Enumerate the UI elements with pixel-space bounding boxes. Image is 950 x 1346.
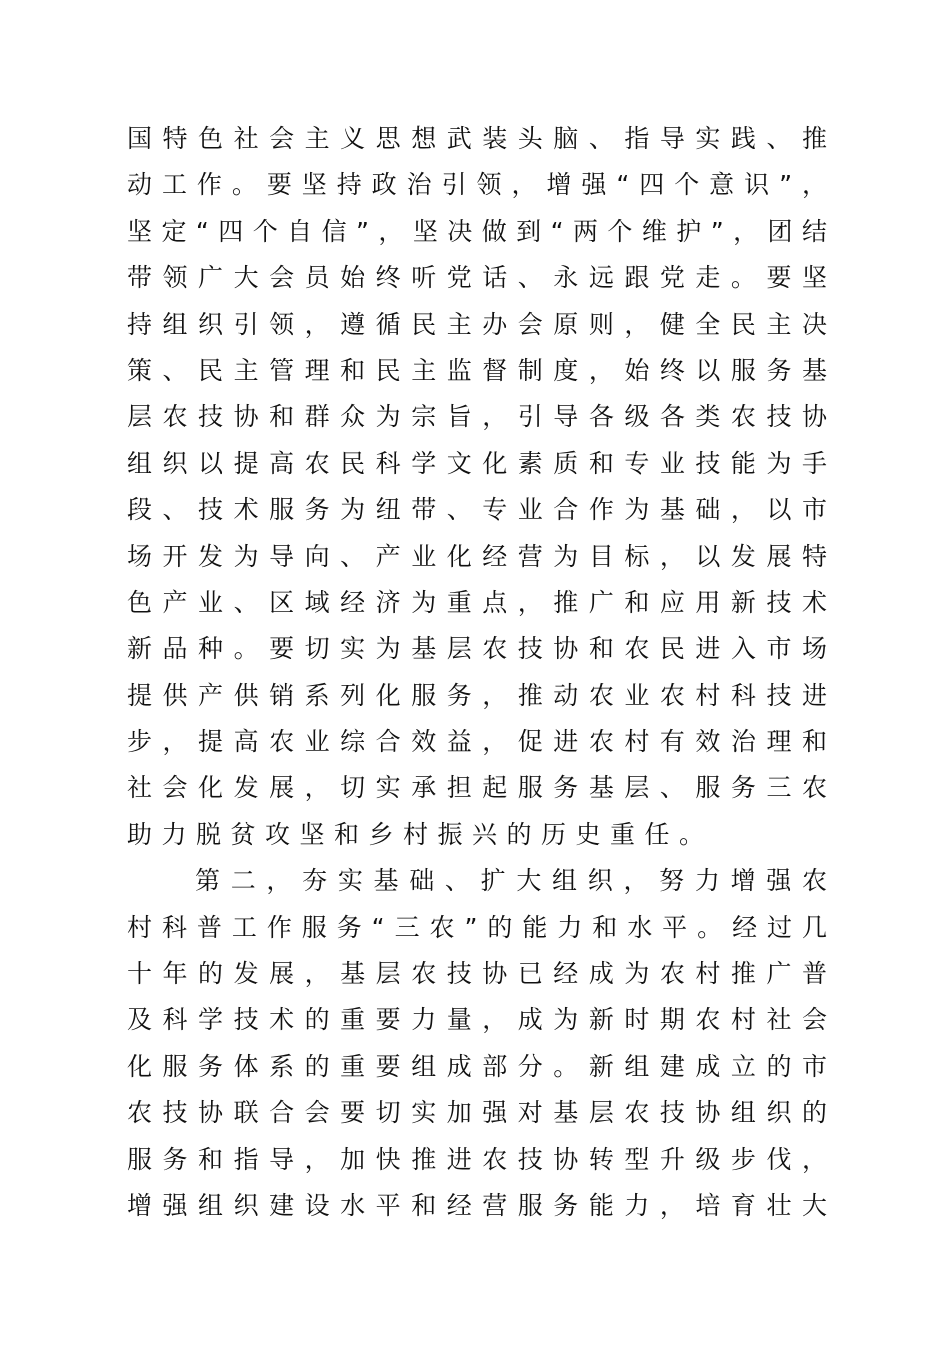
- text-line: 新品种。要切实为基层农技协和农民进入市场: [127, 634, 827, 664]
- text-line: 段、技术服务为纽带、专业合作为基础，以市: [127, 495, 827, 525]
- text-line: 提供产供销系列化服务，推动农业农村科技进: [127, 680, 827, 710]
- text-line: 带领广大会员始终听党话、永远跟党走。要坚: [127, 263, 827, 293]
- text-line: 及科学技术的重要力量，成为新时期农村社会: [127, 1005, 827, 1035]
- paragraph-start-line: 第二，夯实基础、扩大组织，努力增强农: [195, 866, 827, 896]
- text-line: 十年的发展，基层农技协已经成为农村推广普: [127, 959, 827, 989]
- text-line: 服务和指导，加快推进农技协转型升级步伐，: [127, 1144, 827, 1174]
- text-line: 场开发为导向、产业化经营为目标，以发展特: [127, 541, 827, 571]
- text-line: 农技协联合会要切实加强对基层农技协组织的: [127, 1098, 827, 1128]
- text-line: 色产业、区域经济为重点，推广和应用新技术: [127, 587, 827, 617]
- text-line: 坚定“四个自信”，坚决做到“两个维护”，团结: [127, 216, 827, 246]
- text-line: 国特色社会主义思想武装头脑、指导实践、推: [127, 124, 827, 153]
- text-line: 化服务体系的重要组成部分。新组建成立的市: [127, 1051, 827, 1081]
- body-text: [127, 116, 827, 1229]
- text-line: 组织以提高农民科学文化素质和专业技能为手: [127, 448, 827, 478]
- text-line: 村科普工作服务“三农”的能力和水平。经过几: [127, 912, 827, 942]
- text-line: 步，提高农业综合效益，促进农村有效治理和: [127, 727, 827, 757]
- text-line: 策、民主管理和民主监督制度，始终以服务基: [127, 355, 827, 385]
- text-line: 增强组织建设水平和经营服务能力，培育壮大: [127, 1190, 827, 1220]
- text-line: 层农技协和群众为宗旨，引导各级各类农技协: [127, 402, 827, 432]
- text-line: 动工作。要坚持政治引领，增强“四个意识”，: [127, 170, 827, 200]
- paragraph-end-line: 助力脱贫攻坚和乡村振兴的历史重任。: [127, 819, 714, 849]
- text-line: 社会化发展，切实承担起服务基层、服务三农: [127, 773, 827, 803]
- text-line: 持组织引领，遵循民主办会原则，健全民主决: [127, 309, 827, 339]
